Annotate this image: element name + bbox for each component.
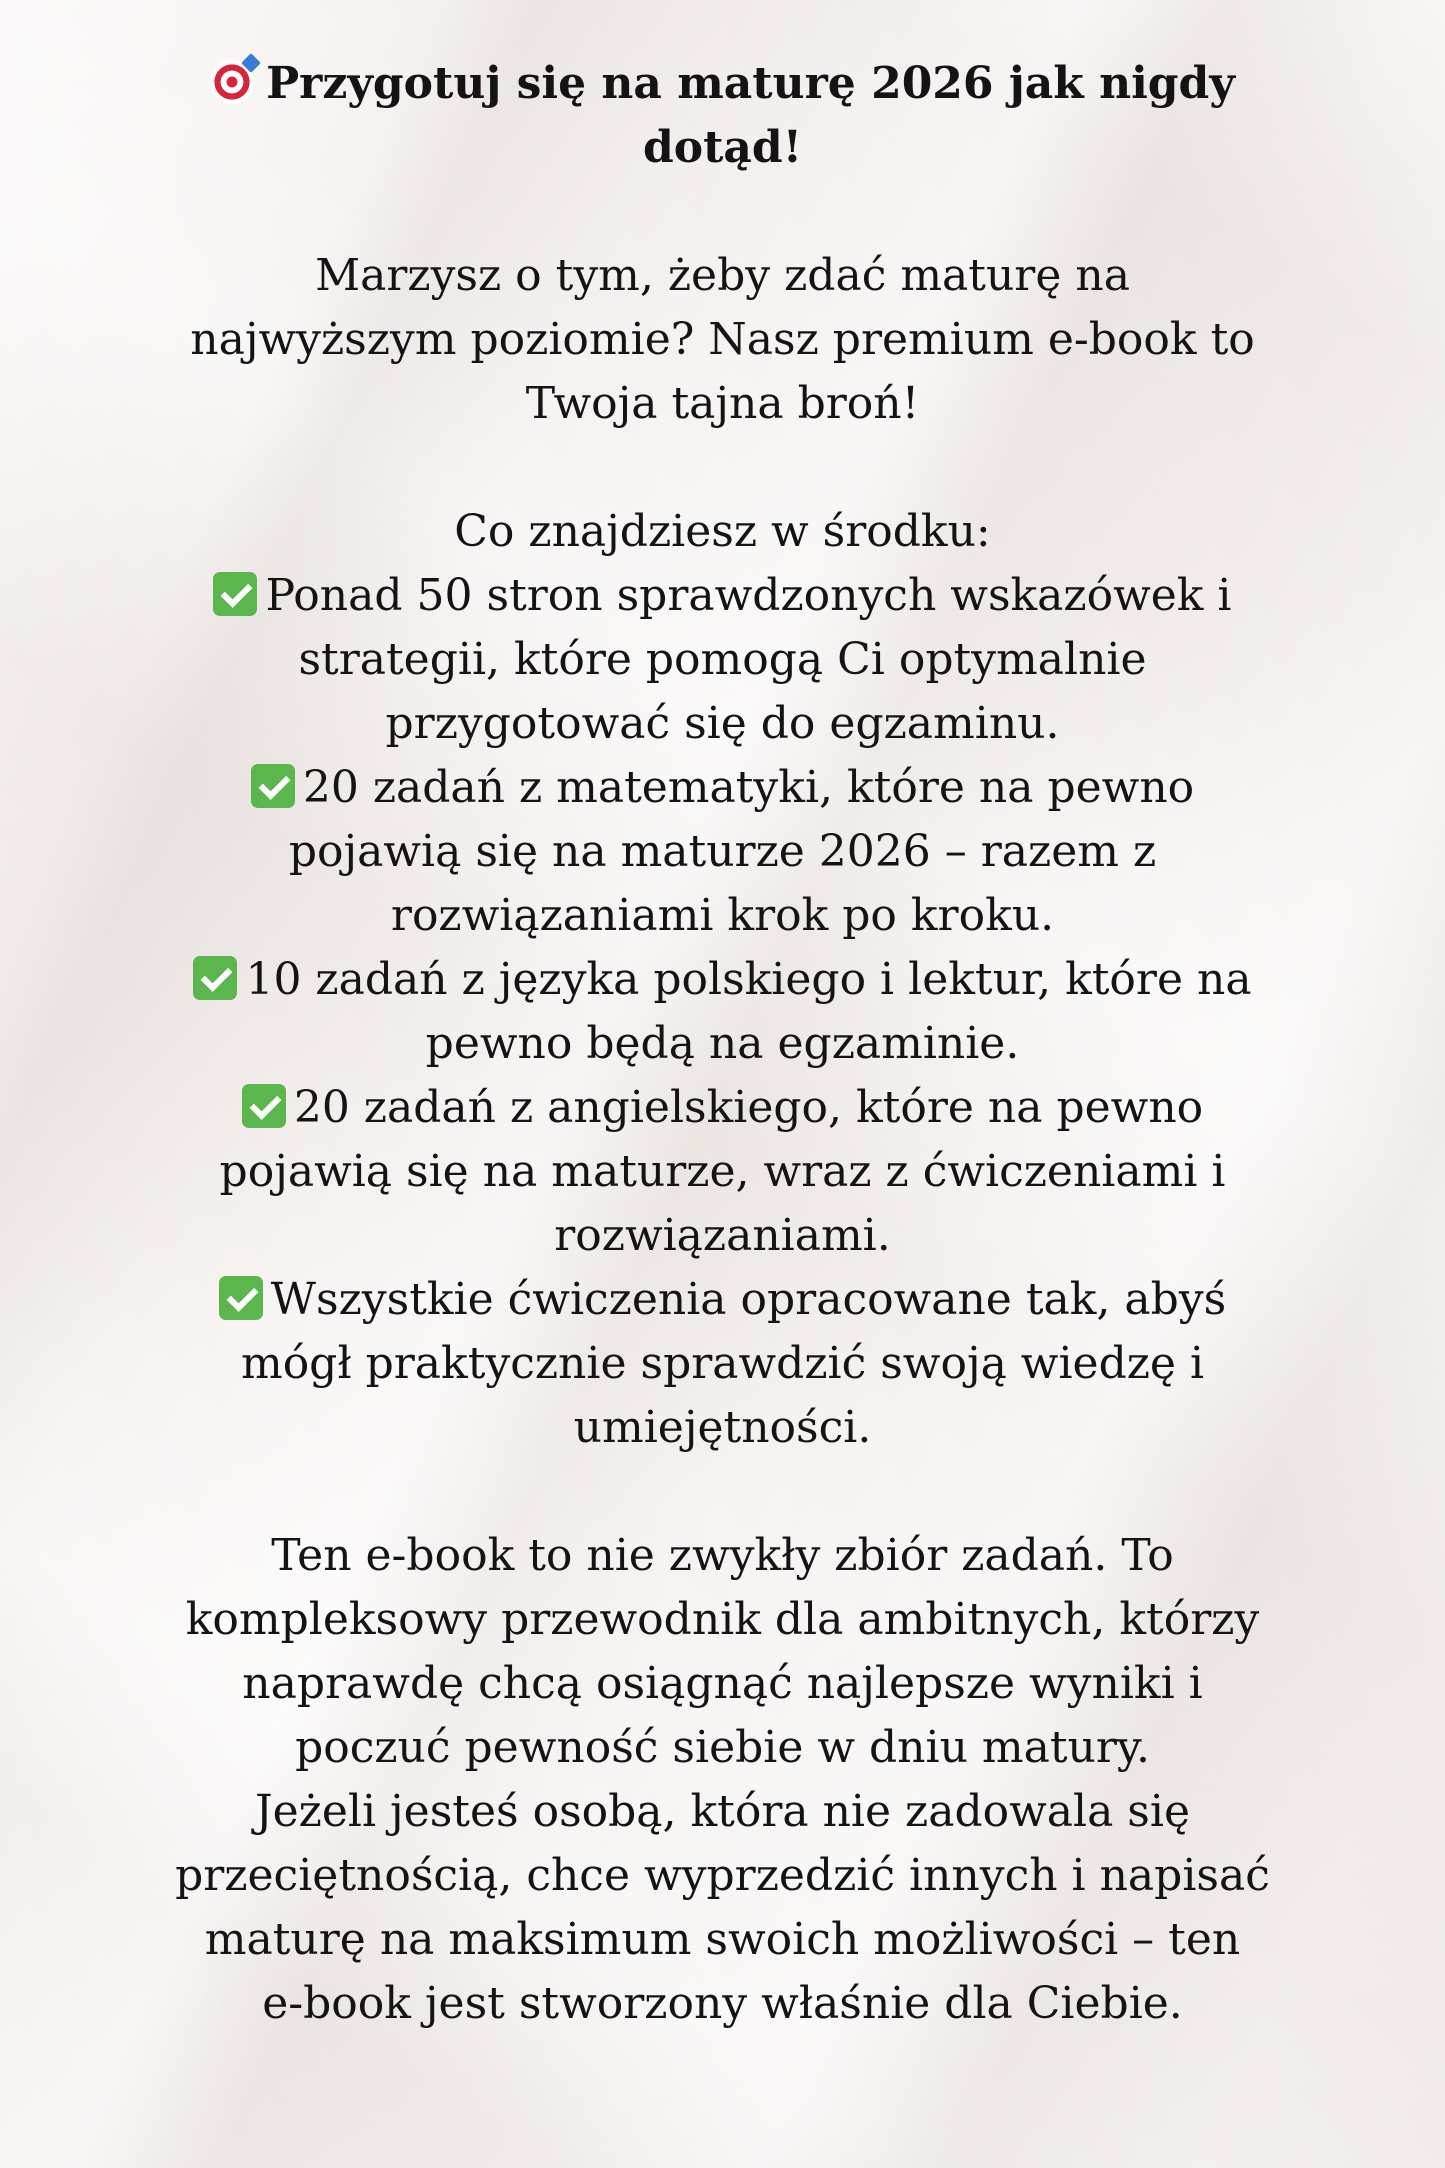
list-item-line [120,1268,1325,1332]
list-item-text: Ponad 50 stron sprawdzonych wskazówek i [265,570,1232,621]
headline-line-2: dotąd! [642,122,803,173]
direct-hit-icon [210,60,254,104]
closing-line: kompleksowy przewodnik dla ambitnych, którzy [185,1594,1260,1645]
contents-heading: Co znajdziesz w środku: [454,506,991,557]
closing-line: poczuć pewność siebie w dniu matury. [295,1722,1150,1773]
list-item-line: umiejętności. [573,1402,872,1453]
closing-line: maturę na maksimum swoich możliwości – ten [204,1914,1241,1965]
headline [120,52,1325,180]
closing-paragraph [120,1524,1325,2036]
list-item-text: Wszystkie ćwiczenia opracowane tak, abyś [270,1274,1227,1325]
intro-paragraph [120,244,1325,436]
list-item-line: rozwiązaniami krok po kroku. [390,890,1055,941]
list-item-line: pojawią się na maturze, wraz z ćwiczeniami i [219,1146,1226,1197]
spacer [120,180,1325,244]
headline-text-1: Przygotuj się na maturę 2026 jak nigdy [266,58,1235,109]
intro-line-2: najwyższym poziomie? Nasz premium e-book to [190,314,1255,365]
spacer [120,1460,1325,1524]
check-mark-icon [219,1276,263,1320]
check-mark-icon [213,572,257,616]
intro-line-3: Twoja tajna broń! [525,378,920,429]
list-item-text: 20 zadań z matematyki, które na pewno [302,762,1195,813]
list-item [120,564,1325,756]
list-item-line [120,564,1325,628]
list-item-line [120,1076,1325,1140]
list-item-line: rozwiązaniami. [554,1210,891,1261]
list-item-line [120,948,1325,1012]
list-item-line: przygotować się do egzaminu. [385,698,1060,749]
list-item-line: mógł praktycznie sprawdzić swoją wiedzę i [240,1338,1205,1389]
list-item [120,948,1325,1076]
contents-section [120,500,1325,1460]
list-item-text: 20 zadań z angielskiego, które na pewno [293,1082,1204,1133]
check-mark-icon [251,764,295,808]
list-item [120,1076,1325,1268]
check-mark-icon [242,1084,286,1128]
closing-line: Ten e-book to nie zwykły zbiór zadań. To [271,1530,1174,1581]
headline-line-1 [120,52,1325,116]
list-item [120,1268,1325,1460]
list-item [120,756,1325,948]
list-item-line: pojawią się na maturze 2026 – razem z [288,826,1157,877]
spacer [120,436,1325,500]
list-item-text: 10 zadań z języka polskiego i lektur, które na [245,954,1252,1005]
intro-line-1: Marzysz o tym, żeby zdać maturę na [315,250,1130,301]
check-mark-icon [193,956,237,1000]
list-item-line: pewno będą na egzaminie. [425,1018,1020,1069]
closing-line: naprawdę chcą osiągnąć najlepsze wyniki i [242,1658,1203,1709]
closing-line: przeciętnością, chce wyprzedzić innych i napisać [175,1850,1270,1901]
list-item-line [120,756,1325,820]
closing-line: Jeżeli jesteś osobą, która nie zadowala się [255,1786,1190,1837]
list-item-line: strategii, które pomogą Ci optymalnie [298,634,1147,685]
closing-line: e-book jest stworzony właśnie dla Ciebie. [262,1978,1183,2029]
ebook-description [120,52,1325,2036]
